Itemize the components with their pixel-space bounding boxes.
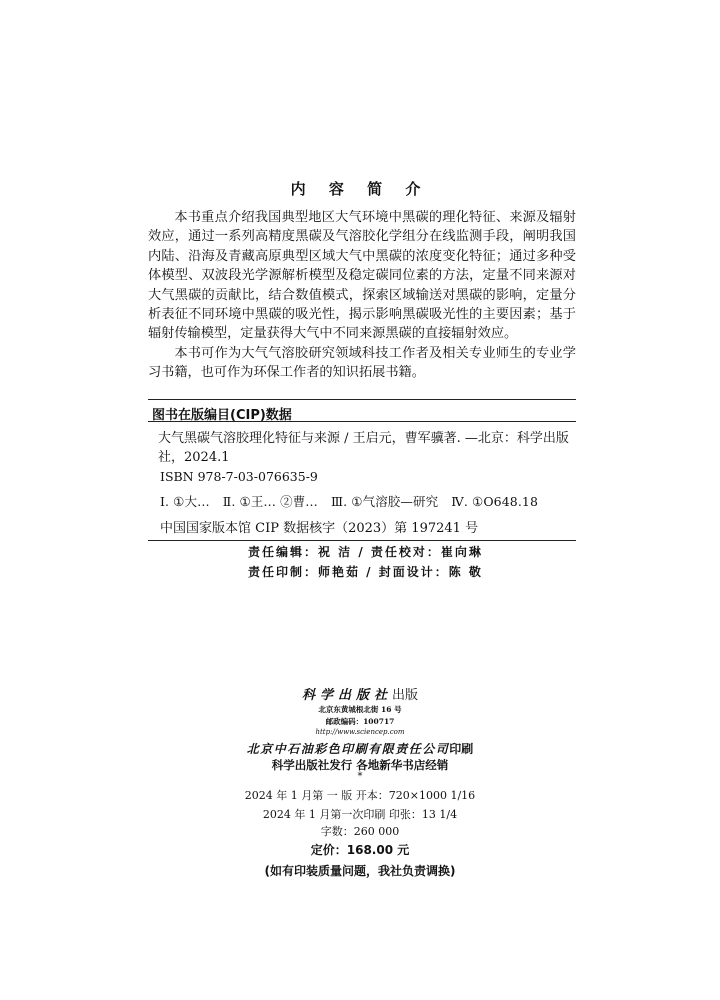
credits-editors: 责任编辑：祝 洁 / 责任校对：崔向琳 (248, 545, 483, 559)
cip-record-number: 中国国家版本馆 CIP 数据核字（2023）第 197241 号 (160, 521, 479, 536)
publisher-address: 北京东黄城根北街 16 号 (318, 705, 402, 714)
cip-isbn: ISBN 978-7-03-076635-9 (160, 469, 318, 484)
cip-heading-rule (148, 421, 576, 422)
synopsis-paragraph: 本书重点介绍我国典型地区大气环境中黑碳的理化特征、来源及辐射效应，通过一系列高精度黑碳及气溶胶化学组分在线监测手段，阐明我国内陆、沿海及青藏高原典型区域大气中黑碳的浓度变化特征；通过多种受体模型、双波段光学源解析模型及稳定碳同位素的方法，定量不同来源对大气黑碳的贡献比，结合数值模式，探索区域输送对黑碳的影响，定量分析表征不同环境中黑碳的吸光性，揭示影响黑碳吸光性的主要因素；基于辐射传输模型，定量获得大气中不同来源黑碳的直接辐射效应。 (148, 210, 576, 342)
publisher-line (0, 684, 720, 703)
cip-top-rule (148, 399, 576, 400)
publisher-website: http://www.sciencep.com (315, 728, 405, 736)
cip-classification: Ⅱ. ①王… ②曹… (222, 494, 318, 509)
cip-bottom-rule (148, 540, 576, 541)
quality-notice: (如有印装质量问题，我社负责调换) (264, 864, 456, 878)
separator-star: * (357, 771, 363, 782)
publisher-postcode: 邮政编码：100717 (325, 717, 395, 726)
printing-line: 2024 年 1 月第一次印刷 印张：13 1/4 (262, 808, 458, 821)
publisher-logo-text: 科学出版社 (301, 688, 392, 703)
credits-production: 责任印制：师艳茹 / 封面设计：陈 敬 (248, 565, 483, 579)
printer-name: 北京中石油彩色印刷有限责任公司 (246, 742, 450, 756)
word-count: 字数：260 000 (320, 825, 400, 838)
synopsis-body (148, 208, 576, 383)
price: 定价：168.00 元 (310, 843, 410, 857)
cip-classification: Ⅳ. ①O648.18 (451, 494, 539, 509)
cip-classifications (160, 492, 547, 510)
distributor-line: 科学出版社发行 各地新华书店经销 (271, 758, 449, 772)
cip-classification: Ⅰ. ①大… (160, 494, 210, 509)
edition-line: 2024 年 1 月第 一 版 开本：720×1000 1/16 (244, 789, 476, 802)
printer-suffix: 印刷 (449, 742, 474, 756)
printer-line (0, 740, 720, 757)
publisher-suffix: 出版 (392, 688, 419, 703)
cip-heading: 图书在版编目(CIP)数据 (152, 408, 292, 423)
synopsis-paragraph: 本书可作为大气气溶胶研究领域科技工作者及相关专业师生的专业学习书籍，也可作为环保工作者的知识拓展书籍。 (148, 345, 576, 381)
synopsis-title: 内 容 简 介 (290, 180, 430, 198)
cip-classification: Ⅲ. ①气溶胶—研究 (330, 494, 439, 509)
cip-description: 大气黑碳气溶胶理化特征与来源 / 王启元，曹军骥著. —北京：科学出版社，2024.1 (158, 431, 569, 465)
